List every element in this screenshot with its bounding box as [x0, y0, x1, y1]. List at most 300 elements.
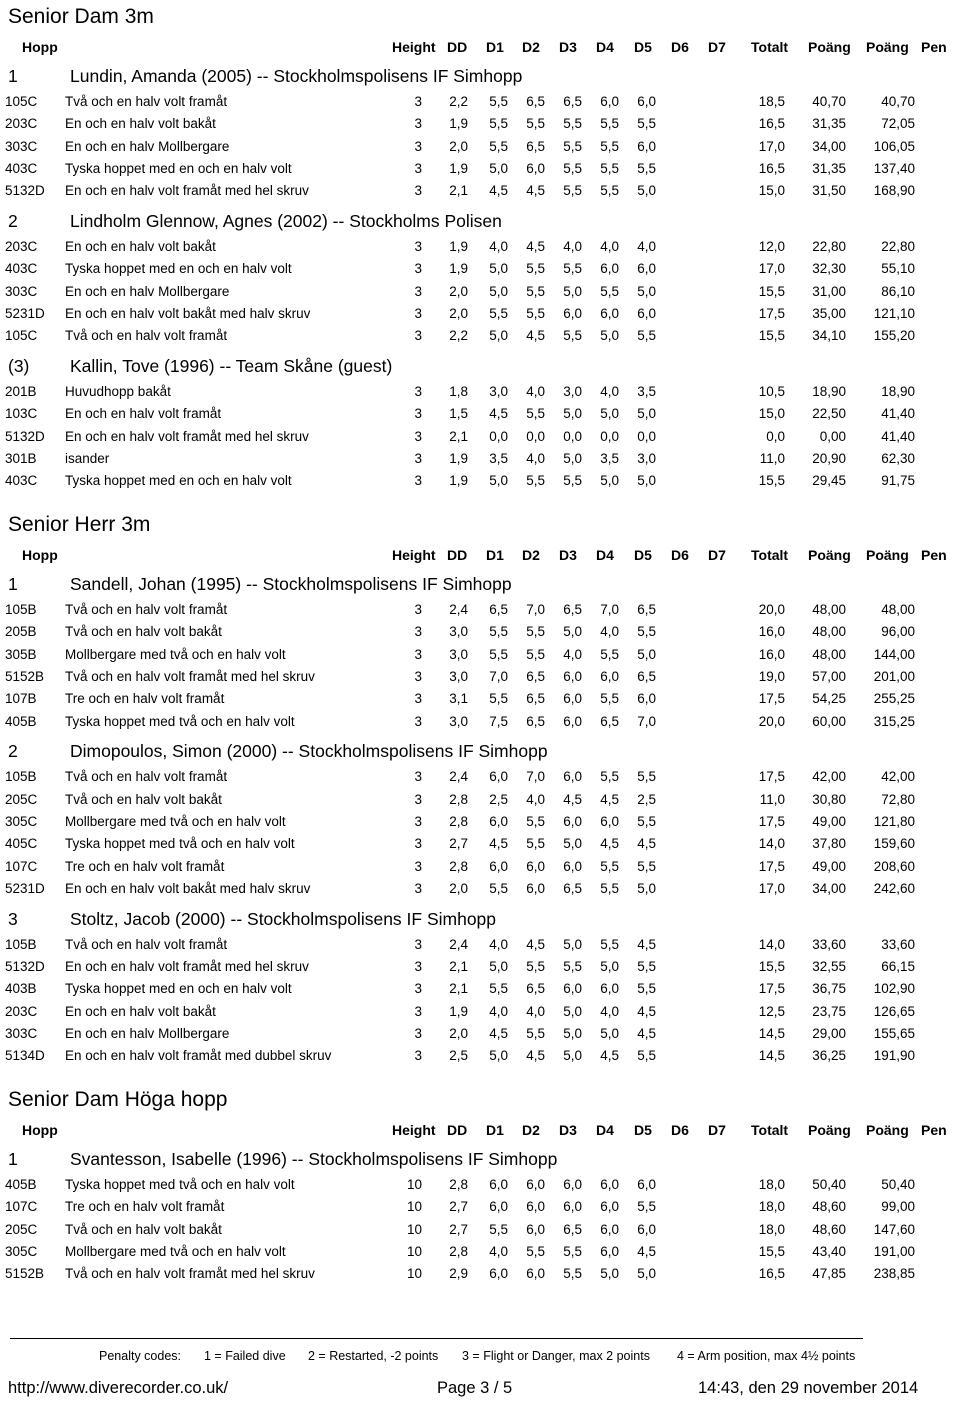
- diver-rank: 1: [8, 66, 18, 86]
- dive-dd: 3,0: [449, 624, 468, 640]
- judge-score-4: 4,0: [600, 239, 619, 254]
- dive-description: Mollbergare med två och en halv volt: [65, 813, 286, 829]
- judge-score-5: 4,5: [637, 1025, 656, 1041]
- judge-score-5: 2,5: [637, 791, 656, 807]
- col-pen: Pen: [921, 547, 947, 563]
- dive-total: 17,5: [758, 769, 785, 785]
- dive-dd: 1,5: [449, 406, 468, 422]
- judge-score-2: 5,5: [526, 305, 545, 321]
- col-d7: D7: [708, 1122, 726, 1138]
- dive-total: 17,5: [758, 813, 785, 829]
- penalty-code-1: 1 = Failed dive: [204, 1349, 286, 1363]
- dive-points: 32,55: [812, 958, 846, 974]
- dive-points: 48,60: [812, 1221, 846, 1237]
- judge-score-4: 7,0: [600, 602, 619, 617]
- judge-score-4: 4,5: [600, 791, 619, 807]
- judge-score-2: 7,0: [526, 769, 545, 785]
- judge-score-3: 5,5: [563, 328, 582, 344]
- dive-total: 18,0: [758, 1199, 785, 1215]
- judge-score-3: 5,0: [563, 283, 582, 299]
- judge-score-2: 4,5: [526, 239, 545, 254]
- dive-code: 405B: [5, 713, 37, 729]
- judge-score-1: 4,5: [489, 406, 508, 422]
- cumulative-points: 137,40: [873, 160, 915, 176]
- diver-name: Lundin, Amanda (2005) -- Stockholmspolisens IF Simhopp: [70, 66, 523, 86]
- judge-score-3: 6,0: [563, 1199, 582, 1215]
- dive-total: 16,0: [758, 624, 785, 640]
- judge-score-3: 5,0: [563, 624, 582, 640]
- col-dd: DD: [447, 39, 468, 55]
- judge-score-3: 6,0: [563, 981, 582, 997]
- judge-score-3: 5,0: [563, 406, 582, 422]
- dive-description: Tyska hoppet med en och en halv volt: [65, 981, 292, 997]
- dive-height: 3: [414, 305, 422, 321]
- col-pen: Pen: [921, 39, 947, 55]
- dive-total: 14,0: [758, 836, 785, 852]
- judge-score-3: 5,5: [563, 1266, 582, 1282]
- col-d6: D6: [671, 1122, 689, 1138]
- col-hopp: Hopp: [22, 1122, 58, 1138]
- dive-total: 16,0: [758, 646, 785, 662]
- cumulative-points: 41,40: [881, 406, 915, 422]
- diver-name: Kallin, Tove (1996) -- Team Skåne (guest): [70, 356, 393, 376]
- dive-code: 303C: [5, 138, 38, 154]
- col-totalt: Totalt: [751, 547, 789, 563]
- judge-score-4: 6,0: [600, 1177, 619, 1192]
- dive-dd: 2,0: [449, 1025, 468, 1041]
- judge-score-1: 4,0: [489, 1003, 508, 1019]
- col-poang-cumulative: Poäng: [866, 547, 909, 563]
- dive-dd: 3,1: [449, 691, 468, 707]
- judge-score-5: 5,5: [637, 1199, 656, 1215]
- judge-score-5: 5,5: [637, 813, 656, 829]
- dive-points: 54,25: [812, 691, 846, 707]
- dive-height: 3: [414, 836, 422, 852]
- dive-code: 5132D: [5, 958, 45, 974]
- judge-score-1: 5,5: [489, 138, 508, 154]
- judge-score-3: 5,0: [563, 450, 582, 466]
- dive-code: 5132D: [5, 428, 45, 444]
- diver-name: Sandell, Johan (1995) -- Stockholmspolisens IF Simhopp: [70, 574, 512, 594]
- judge-score-3: 4,0: [563, 646, 582, 662]
- judge-score-3: 5,0: [563, 936, 582, 952]
- event-title: Senior Dam Höga hopp: [8, 1088, 228, 1111]
- judge-score-5: 5,5: [637, 858, 656, 874]
- judge-score-3: 5,5: [563, 958, 582, 974]
- judge-score-1: 0,0: [489, 428, 508, 444]
- col-d7: D7: [708, 39, 726, 55]
- judge-score-1: 7,5: [489, 713, 508, 729]
- dive-height: 3: [414, 406, 422, 422]
- dive-points: 57,00: [812, 668, 846, 684]
- judge-score-1: 5,0: [489, 958, 508, 974]
- judge-score-4: 4,0: [600, 384, 619, 399]
- judge-score-2: 5,5: [526, 1025, 545, 1041]
- dive-description: Tyska hoppet med två och en halv volt: [65, 713, 295, 729]
- dive-dd: 1,8: [449, 384, 468, 399]
- judge-score-5: 5,5: [637, 958, 656, 974]
- judge-score-4: 5,5: [600, 769, 619, 785]
- dive-code: 403C: [5, 473, 38, 489]
- cumulative-points: 22,80: [881, 239, 915, 254]
- judge-score-5: 5,5: [637, 981, 656, 997]
- judge-score-2: 6,5: [526, 94, 545, 109]
- judge-score-4: 5,0: [600, 1266, 619, 1282]
- dive-code: 107C: [5, 1199, 38, 1215]
- judge-score-5: 5,0: [637, 406, 656, 422]
- judge-score-1: 5,0: [489, 160, 508, 176]
- judge-score-5: 3,5: [637, 384, 656, 399]
- judge-score-3: 5,0: [563, 1048, 582, 1064]
- col-d3: D3: [559, 39, 577, 55]
- judge-score-1: 4,0: [489, 936, 508, 952]
- dive-description: Två och en halv volt bakåt: [65, 1221, 222, 1237]
- judge-score-4: 0,0: [600, 428, 619, 444]
- dive-description: Mollbergare med två och en halv volt: [65, 1243, 286, 1259]
- judge-score-1: 7,0: [489, 668, 508, 684]
- dive-points: 34,10: [812, 328, 846, 344]
- judge-score-4: 6,0: [600, 1221, 619, 1237]
- cumulative-points: 66,15: [881, 958, 915, 974]
- judge-score-2: 5,5: [526, 836, 545, 852]
- judge-score-3: 6,5: [563, 880, 582, 896]
- judge-score-5: 5,0: [637, 646, 656, 662]
- judge-score-2: 5,5: [526, 283, 545, 299]
- judge-score-5: 6,5: [637, 602, 656, 617]
- footer-divider: [10, 1338, 863, 1339]
- dive-total: 11,0: [759, 450, 785, 466]
- dive-height: 3: [414, 1003, 422, 1019]
- judge-score-3: 6,0: [563, 668, 582, 684]
- judge-score-3: 6,5: [563, 94, 582, 109]
- dive-dd: 2,4: [449, 602, 468, 617]
- judge-score-3: 6,0: [563, 1177, 582, 1192]
- dive-total: 16,5: [758, 160, 785, 176]
- judge-score-1: 6,0: [489, 858, 508, 874]
- dive-total: 20,0: [758, 602, 785, 617]
- judge-score-2: 5,5: [526, 473, 545, 489]
- dive-height: 3: [414, 138, 422, 154]
- judge-score-5: 6,5: [637, 668, 656, 684]
- judge-score-2: 4,0: [526, 1003, 545, 1019]
- dive-description: Två och en halv volt framåt: [65, 328, 228, 344]
- dive-points: 47,85: [812, 1266, 846, 1282]
- judge-score-1: 5,5: [489, 305, 508, 321]
- judge-score-1: 6,5: [489, 602, 508, 617]
- dive-points: 48,60: [812, 1199, 846, 1215]
- judge-score-4: 6,0: [600, 94, 619, 109]
- dive-height: 3: [414, 1048, 422, 1064]
- dive-points: 31,35: [812, 160, 846, 176]
- judge-score-2: 6,0: [526, 880, 545, 896]
- judge-score-1: 5,0: [489, 328, 508, 344]
- judge-score-4: 5,5: [600, 858, 619, 874]
- dive-height: 3: [414, 239, 422, 254]
- dive-points: 34,00: [812, 880, 846, 896]
- dive-points: 33,60: [812, 936, 846, 952]
- cumulative-points: 121,80: [873, 813, 915, 829]
- judge-score-5: 4,5: [637, 1003, 656, 1019]
- cumulative-points: 121,10: [873, 305, 915, 321]
- dive-height: 3: [414, 450, 422, 466]
- dive-points: 60,00: [812, 713, 846, 729]
- dive-total: 15,5: [758, 473, 785, 489]
- judge-score-3: 5,0: [563, 1003, 582, 1019]
- dive-description: En och en halv volt framåt: [65, 406, 222, 422]
- judge-score-5: 5,0: [637, 880, 656, 896]
- cumulative-points: 255,25: [873, 691, 915, 707]
- diver-name: Stoltz, Jacob (2000) -- Stockholmspolisens IF Simhopp: [70, 908, 497, 929]
- judge-score-4: 6,0: [600, 981, 619, 997]
- dive-height: 3: [414, 1025, 422, 1041]
- judge-score-2: 4,5: [526, 183, 545, 199]
- dive-total: 17,0: [758, 138, 785, 154]
- dive-code: 105B: [5, 769, 37, 785]
- dive-total: 14,0: [758, 936, 785, 952]
- col-d4: D4: [596, 547, 614, 563]
- dive-height: 3: [414, 858, 422, 874]
- judge-score-1: 4,0: [489, 1243, 508, 1259]
- cumulative-points: 159,60: [873, 836, 915, 852]
- judge-score-2: 4,5: [526, 328, 545, 344]
- judge-score-1: 5,0: [489, 1048, 508, 1064]
- judge-score-2: 4,0: [526, 384, 545, 399]
- dive-height: 10: [406, 1221, 422, 1237]
- col-d3: D3: [559, 547, 577, 563]
- judge-score-3: 6,0: [563, 769, 582, 785]
- dive-code: 205B: [5, 624, 37, 640]
- dive-description: Två och en halv volt framåt med hel skruv: [65, 668, 315, 684]
- dive-height: 3: [414, 880, 422, 896]
- dive-description: En och en halv Mollbergare: [65, 283, 230, 299]
- dive-height: 10: [406, 1199, 422, 1215]
- judge-score-5: 5,0: [637, 473, 656, 489]
- dive-height: 10: [406, 1177, 422, 1192]
- dive-code: 105B: [5, 936, 37, 952]
- cumulative-points: 201,00: [873, 668, 915, 684]
- judge-score-1: 4,5: [489, 836, 508, 852]
- dive-code: 303C: [5, 1025, 38, 1041]
- judge-score-3: 6,0: [563, 813, 582, 829]
- dive-dd: 2,7: [449, 1199, 468, 1215]
- judge-score-1: 5,5: [489, 1221, 508, 1237]
- dive-code: 201B: [5, 384, 37, 399]
- dive-description: Tre och en halv volt framåt: [65, 691, 225, 707]
- judge-score-3: 6,0: [563, 713, 582, 729]
- dive-dd: 2,7: [449, 1221, 468, 1237]
- col-poang: Poäng: [808, 547, 851, 563]
- judge-score-5: 5,5: [637, 328, 656, 344]
- judge-score-4: 4,5: [600, 836, 619, 852]
- col-d6: D6: [671, 547, 689, 563]
- cumulative-points: 155,20: [873, 328, 915, 344]
- judge-score-1: 6,0: [489, 813, 508, 829]
- judge-score-2: 6,5: [526, 138, 545, 154]
- dive-points: 36,25: [812, 1048, 846, 1064]
- cumulative-points: 72,80: [881, 791, 915, 807]
- dive-code: 105B: [5, 602, 37, 617]
- dive-points: 22,50: [812, 406, 846, 422]
- judge-score-2: 6,0: [526, 1199, 545, 1215]
- dive-dd: 1,9: [449, 1003, 468, 1019]
- dive-dd: 1,9: [449, 450, 468, 466]
- dive-description: Två och en halv volt framåt: [65, 94, 228, 109]
- cumulative-points: 33,60: [881, 936, 915, 952]
- dive-points: 48,00: [812, 646, 846, 662]
- judge-score-1: 3,0: [489, 384, 508, 399]
- judge-score-2: 4,0: [526, 450, 545, 466]
- cumulative-points: 208,60: [873, 858, 915, 874]
- dive-dd: 2,4: [449, 769, 468, 785]
- dive-description: En och en halv Mollbergare: [65, 138, 230, 154]
- cumulative-points: 18,90: [881, 384, 915, 399]
- judge-score-1: 3,5: [489, 450, 508, 466]
- dive-height: 3: [414, 958, 422, 974]
- judge-score-5: 5,0: [637, 183, 656, 199]
- judge-score-5: 4,5: [637, 1243, 656, 1259]
- judge-score-3: 0,0: [563, 428, 582, 444]
- dive-total: 17,0: [758, 880, 785, 896]
- dive-description: En och en halv volt framåt med dubbel skruv: [65, 1048, 332, 1064]
- judge-score-5: 5,5: [637, 769, 656, 785]
- dive-code: 403C: [5, 261, 38, 277]
- cumulative-points: 72,05: [881, 116, 915, 132]
- dive-code: 105C: [5, 328, 38, 344]
- cumulative-points: 238,85: [873, 1266, 915, 1282]
- dive-points: 20,90: [812, 450, 846, 466]
- dive-code: 5231D: [5, 305, 45, 321]
- dive-code: 5132D: [5, 183, 45, 199]
- judge-score-2: 4,0: [526, 791, 545, 807]
- judge-score-2: 6,5: [526, 668, 545, 684]
- penalty-code-4: 4 = Arm position, max 4½ points: [677, 1349, 856, 1363]
- dive-points: 0,00: [819, 428, 846, 444]
- dive-dd: 1,9: [449, 261, 468, 277]
- dive-dd: 2,8: [449, 858, 468, 874]
- judge-score-1: 4,5: [489, 1025, 508, 1041]
- judge-score-1: 5,0: [489, 261, 508, 277]
- judge-score-3: 5,5: [563, 261, 582, 277]
- diver-rank: 1: [8, 1149, 18, 1169]
- col-poang-cumulative: Poäng: [866, 39, 909, 55]
- dive-dd: 2,2: [449, 94, 468, 109]
- dive-dd: 1,9: [449, 239, 468, 254]
- cumulative-points: 91,75: [881, 473, 915, 489]
- dive-code: 305C: [5, 813, 38, 829]
- cumulative-points: 40,70: [881, 94, 915, 109]
- col-poang-cumulative: Poäng: [866, 1122, 909, 1138]
- dive-total: 17,5: [758, 691, 785, 707]
- judge-score-5: 6,0: [637, 138, 656, 154]
- dive-description: isander: [65, 450, 110, 466]
- dive-description: Två och en halv volt framåt: [65, 936, 228, 952]
- dive-description: Två och en halv volt framåt: [65, 602, 228, 617]
- judge-score-1: 6,0: [489, 1266, 508, 1282]
- judge-score-3: 5,5: [563, 160, 582, 176]
- judge-score-2: 4,5: [526, 1048, 545, 1064]
- dive-points: 48,00: [812, 602, 846, 617]
- dive-height: 3: [414, 160, 422, 176]
- diver-rank: 3: [8, 908, 18, 929]
- dive-description: Två och en halv volt bakåt: [65, 624, 222, 640]
- dive-height: 3: [414, 981, 422, 997]
- dive-points: 22,80: [812, 239, 846, 254]
- dive-dd: 1,9: [449, 473, 468, 489]
- dive-height: 3: [414, 713, 422, 729]
- dive-total: 10,5: [758, 384, 785, 399]
- dive-points: 36,75: [812, 981, 846, 997]
- diver-rank: 1: [8, 574, 18, 594]
- dive-code: 403C: [5, 160, 38, 176]
- judge-score-5: 4,5: [637, 936, 656, 952]
- dive-dd: 2,0: [449, 283, 468, 299]
- judge-score-2: 5,5: [526, 406, 545, 422]
- dive-code: 203C: [5, 239, 38, 254]
- col-d2: D2: [522, 39, 540, 55]
- dive-dd: 2,8: [449, 791, 468, 807]
- dive-points: 23,75: [812, 1003, 846, 1019]
- dive-description: Tyska hoppet med en och en halv volt: [65, 261, 292, 277]
- dive-code: 203C: [5, 1003, 38, 1019]
- judge-score-5: 6,0: [637, 691, 656, 707]
- dive-height: 3: [414, 94, 422, 109]
- judge-score-4: 3,5: [600, 450, 619, 466]
- dive-dd: 2,0: [449, 305, 468, 321]
- judge-score-3: 5,5: [563, 473, 582, 489]
- judge-score-4: 5,5: [600, 880, 619, 896]
- judge-score-2: 6,0: [526, 1266, 545, 1282]
- dive-description: En och en halv volt framåt med hel skruv: [65, 183, 309, 199]
- dive-points: 43,40: [812, 1243, 846, 1259]
- dive-height: 3: [414, 936, 422, 952]
- dive-total: 14,5: [758, 1048, 785, 1064]
- dive-points: 30,80: [812, 791, 846, 807]
- judge-score-4: 5,0: [600, 958, 619, 974]
- dive-total: 18,0: [758, 1177, 785, 1192]
- judge-score-1: 5,5: [489, 94, 508, 109]
- dive-height: 10: [406, 1266, 422, 1282]
- col-poang: Poäng: [808, 39, 851, 55]
- dive-dd: 2,1: [449, 981, 468, 997]
- judge-score-1: 5,5: [489, 116, 508, 132]
- judge-score-3: 5,5: [563, 138, 582, 154]
- cumulative-points: 106,05: [873, 138, 915, 154]
- dive-height: 3: [414, 624, 422, 640]
- judge-score-5: 6,0: [637, 94, 656, 109]
- dive-description: En och en halv volt framåt med hel skruv: [65, 428, 309, 444]
- judge-score-4: 4,0: [600, 1003, 619, 1019]
- judge-score-4: 5,5: [600, 691, 619, 707]
- dive-total: 16,5: [758, 1266, 785, 1282]
- dive-code: 405B: [5, 1177, 37, 1192]
- dive-description: Tyska hoppet med en och en halv volt: [65, 473, 292, 489]
- dive-code: 5152B: [5, 1266, 45, 1282]
- judge-score-5: 3,0: [637, 450, 656, 466]
- dive-height: 3: [414, 328, 422, 344]
- col-d4: D4: [596, 39, 614, 55]
- dive-dd: 2,0: [449, 880, 468, 896]
- col-pen: Pen: [921, 1122, 947, 1138]
- judge-score-1: 4,0: [489, 239, 508, 254]
- diver-name: Svantesson, Isabelle (1996) -- Stockholmspolisens IF Simhopp: [70, 1149, 558, 1169]
- dive-dd: 1,9: [449, 116, 468, 132]
- col-d4: D4: [596, 1122, 614, 1138]
- dive-height: 3: [414, 183, 422, 199]
- dive-code: 403B: [5, 981, 37, 997]
- judge-score-5: 5,5: [637, 624, 656, 640]
- dive-description: Två och en halv volt bakåt: [65, 791, 222, 807]
- dive-code: 103C: [5, 406, 38, 422]
